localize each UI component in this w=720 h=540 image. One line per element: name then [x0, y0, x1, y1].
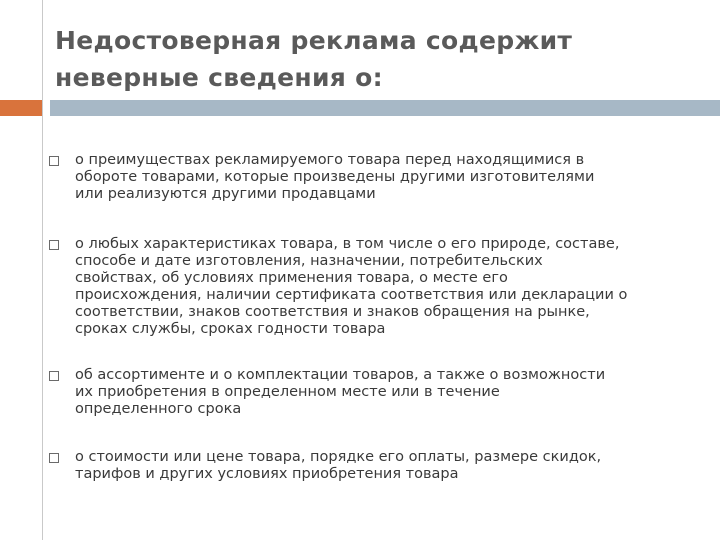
left-divider-line: [42, 0, 43, 540]
square-bullet-icon: [49, 156, 59, 166]
list-item-text: о стоимости или цене товара, порядке его оплаты, размере скидок, тарифов и других условиях приобретения товара: [75, 449, 602, 482]
list-item: [46, 449, 720, 483]
list-item: [46, 236, 720, 338]
list-item-text: об ассортименте и о комплектации товаров, а также о возможности их приобретения в определенном месте или в течение определенного срока: [75, 367, 606, 417]
list-item: [46, 367, 720, 418]
slide-title: [55, 22, 695, 96]
slide-title-line-2: неверные сведения о:: [55, 63, 383, 92]
square-bullet-icon: [49, 453, 59, 463]
list-item: [46, 152, 720, 203]
list-item-text: о любых характеристиках товара, в том числе о его природе, составе, способе и дате изготовления, назначении, потребительских свойствах, об условиях применения товара, о месте его происхождения, наличии сертификата соответствия или декларации о соответствии, знаков соответствия и знаков обращения на рынке, сроках службы, сроках годности товара: [75, 236, 628, 337]
title-underline-bar: [50, 100, 720, 116]
square-bullet-icon: [49, 240, 59, 250]
title-accent-bar: [0, 100, 42, 116]
square-bullet-icon: [49, 371, 59, 381]
list-item-text: о преимуществах рекламируемого товара перед находящимися в обороте товарами, которые произведены другими изготовителями или реализуются другими продавцами: [75, 152, 595, 202]
slide-title-line-1: Недостоверная реклама содержит: [55, 26, 573, 55]
